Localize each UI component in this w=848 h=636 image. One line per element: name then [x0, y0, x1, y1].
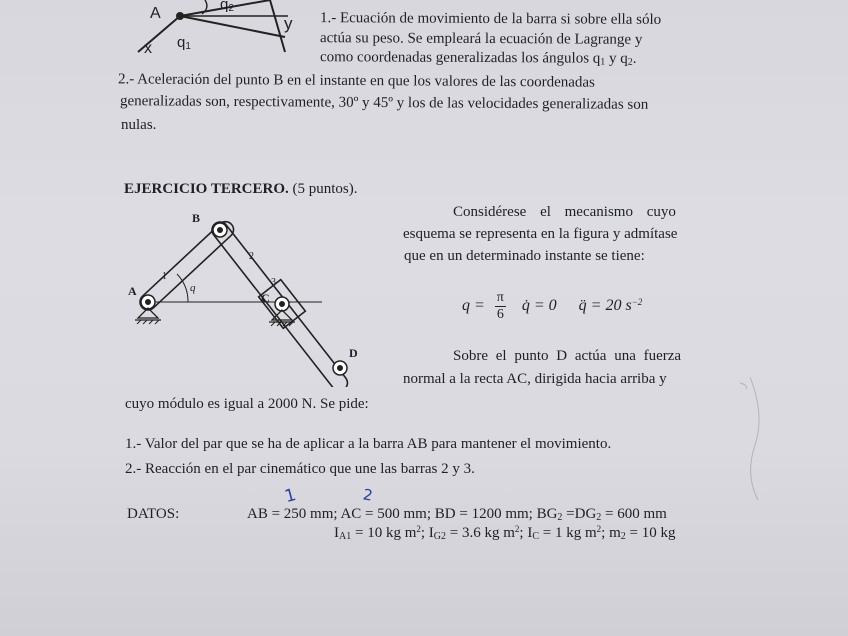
mech-label-bar2: 2	[249, 251, 254, 262]
pencil-scribble	[720, 375, 780, 505]
fig-label-A: A	[150, 5, 161, 22]
force-line1: Sobre el punto D actúa una fuerza	[453, 348, 682, 364]
datos-line2: $I_{A1} = 10$ kg $m^2$; $I_{G2} = 3.6$ kg $m^2$; $I_C = 1$ kg $m^2$; $m_2 = 10$ kg	[334, 524, 676, 542]
mech-label-C: C	[261, 291, 270, 305]
exercise-heading: EJERCICIO TERCERO. (5 puntos).	[124, 181, 358, 197]
force-line2: normal a la recta AC, dirigida hacia arriba y	[403, 371, 667, 387]
fig-label-y: y	[284, 14, 293, 33]
previous-exercise-figure	[110, 0, 310, 66]
handwritten-mark-1: 1	[282, 484, 299, 508]
mechanism-figure	[130, 212, 370, 387]
datos-line1: AB = 250 mm; AC = 500 mm; BD = 1200 mm; $BG_2 =DG_2 = 600$ mm	[247, 506, 667, 523]
prev-item1-line3: como coordenadas generalizadas los ángulos $q_1$ y $q_2$.	[319, 49, 637, 68]
handwritten-mark-2: 2	[361, 485, 375, 505]
question-1: 1.- Valor del par que se ha de aplicar a la barra AB para mantener el movimiento.	[125, 436, 612, 452]
force-line3: cuyo módulo es igual a 2000 N. Se pide:	[125, 396, 369, 412]
prev-item2-line3: nulas.	[121, 117, 157, 133]
fig-label-x: x	[144, 40, 152, 57]
intro-line3: que en un determinado instante se tiene:	[404, 248, 645, 264]
intro-line2: esquema se representa en la figura y admítase	[403, 226, 678, 242]
fig-label-q2: $q_2$	[220, 0, 234, 14]
mech-label-bar1: 1	[162, 271, 167, 282]
mech-label-bar3: 3	[271, 277, 276, 288]
mech-label-A: A	[128, 284, 137, 298]
fig-label-q1: $q_1$	[177, 34, 191, 52]
question-2: 2.- Reacción en el par cinemático que une las barras 2 y 3.	[125, 461, 475, 477]
equation: q = $\frac{\pi}{6}$ q̇ = 0 q̈ = 20 $s^{-2}$	[462, 290, 643, 322]
mech-label-D: D	[349, 346, 358, 360]
mech-label-q: q	[190, 282, 196, 294]
datos-label: DATOS:	[127, 506, 180, 522]
mech-label-B: B	[192, 211, 201, 225]
prev-item2-line1: 2.- Aceleración del punto B en el instante en que los valores de las coordenadas	[117, 71, 595, 91]
prev-item1-line1: 1.- Ecuación de movimiento de la barra si sobre ella sólo	[319, 10, 662, 28]
prev-item2-line2: generalizadas son, respectivamente, 30º y 45º y los de las velocidades generalizadas son	[119, 93, 649, 113]
intro-line1: Considérese el mecanismo cuyo	[453, 204, 676, 220]
prev-item1-line2: actúa su peso. Se empleará la ecuación de Lagrange y	[319, 30, 643, 48]
